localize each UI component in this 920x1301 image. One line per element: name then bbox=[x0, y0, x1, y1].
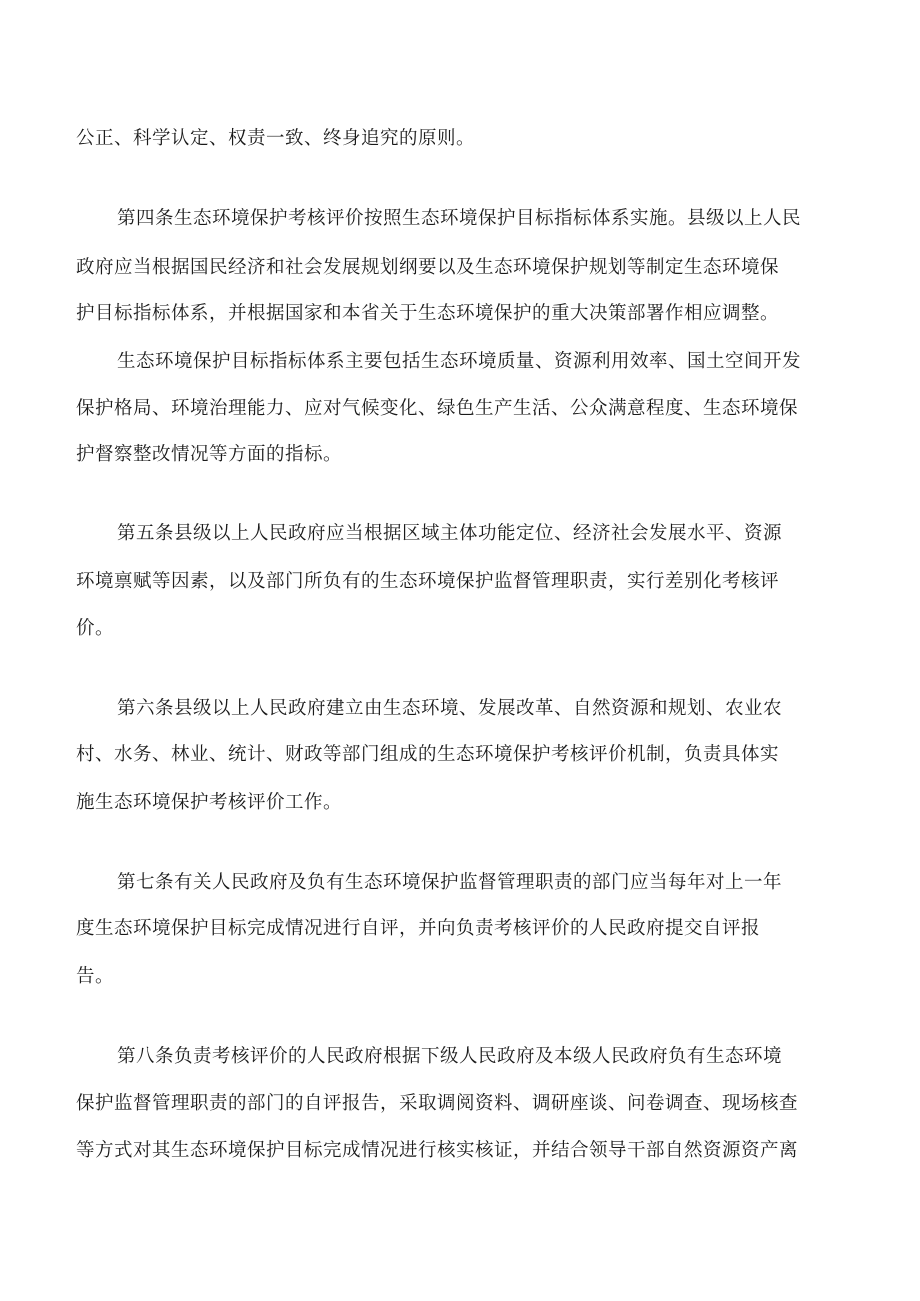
article-7-heading-line: 第七条有关人民政府及负有生态环境保护监督管理职责的部门应当每年对上一年 bbox=[117, 872, 783, 893]
text-line: 村、水务、林业、统计、财政等部门组成的生态环境保护考核评价机制，负责具体实 bbox=[76, 744, 780, 765]
text-line: 政府应当根据国民经济和社会发展规划纲要以及生态环境保护规划等制定生态环境保 bbox=[76, 257, 780, 278]
article-8-heading-line: 第八条负责考核评价的人民政府根据下级人民政府及本级人民政府负有生态环境 bbox=[117, 1046, 783, 1067]
text-line: 施生态环境保护考核评价工作。 bbox=[76, 792, 343, 813]
text-line: 保护格局、环境治理能力、应对气候变化、绿色生产生活、公众满意程度、生态环境保 bbox=[76, 398, 799, 419]
paragraph-first-line: 生态环境保护目标指标体系主要包括生态环境质量、资源利用效率、国土空间开发 bbox=[117, 351, 802, 372]
text-line: 护督察整改情况等方面的指标。 bbox=[76, 444, 343, 465]
text-line: 护目标指标体系，并根据国家和本省关于生态环境保护的重大决策部署作相应调整。 bbox=[76, 303, 780, 324]
article-5-heading-line: 第五条县级以上人民政府应当根据区域主体功能定位、经济社会发展水平、资源 bbox=[117, 523, 783, 544]
article-4-heading-line: 第四条生态环境保护考核评价按照生态环境保护目标指标体系实施。县级以上人民 bbox=[117, 208, 802, 229]
text-line: 告。 bbox=[76, 966, 115, 987]
text-line: 价。 bbox=[76, 618, 115, 639]
text-line: 等方式对其生态环境保护目标完成情况进行核实核证，并结合领导干部自然资源资产离 bbox=[76, 1140, 799, 1161]
text-line: 度生态环境保护目标完成情况进行自评，并向负责考核评价的人民政府提交自评报 bbox=[76, 918, 761, 939]
text-line: 保护监督管理职责的部门的自评报告，采取调阅资料、调研座谈、问卷调查、现场核查 bbox=[76, 1093, 799, 1114]
article-6-heading-line: 第六条县级以上人民政府建立由生态环境、发展改革、自然资源和规划、农业农 bbox=[117, 698, 783, 719]
text-line: 环境禀赋等因素，以及部门所负有的生态环境保护监督管理职责，实行差别化考核评 bbox=[76, 571, 780, 592]
text-line: 公正、科学认定、权责一致、终身追究的原则。 bbox=[76, 128, 476, 149]
